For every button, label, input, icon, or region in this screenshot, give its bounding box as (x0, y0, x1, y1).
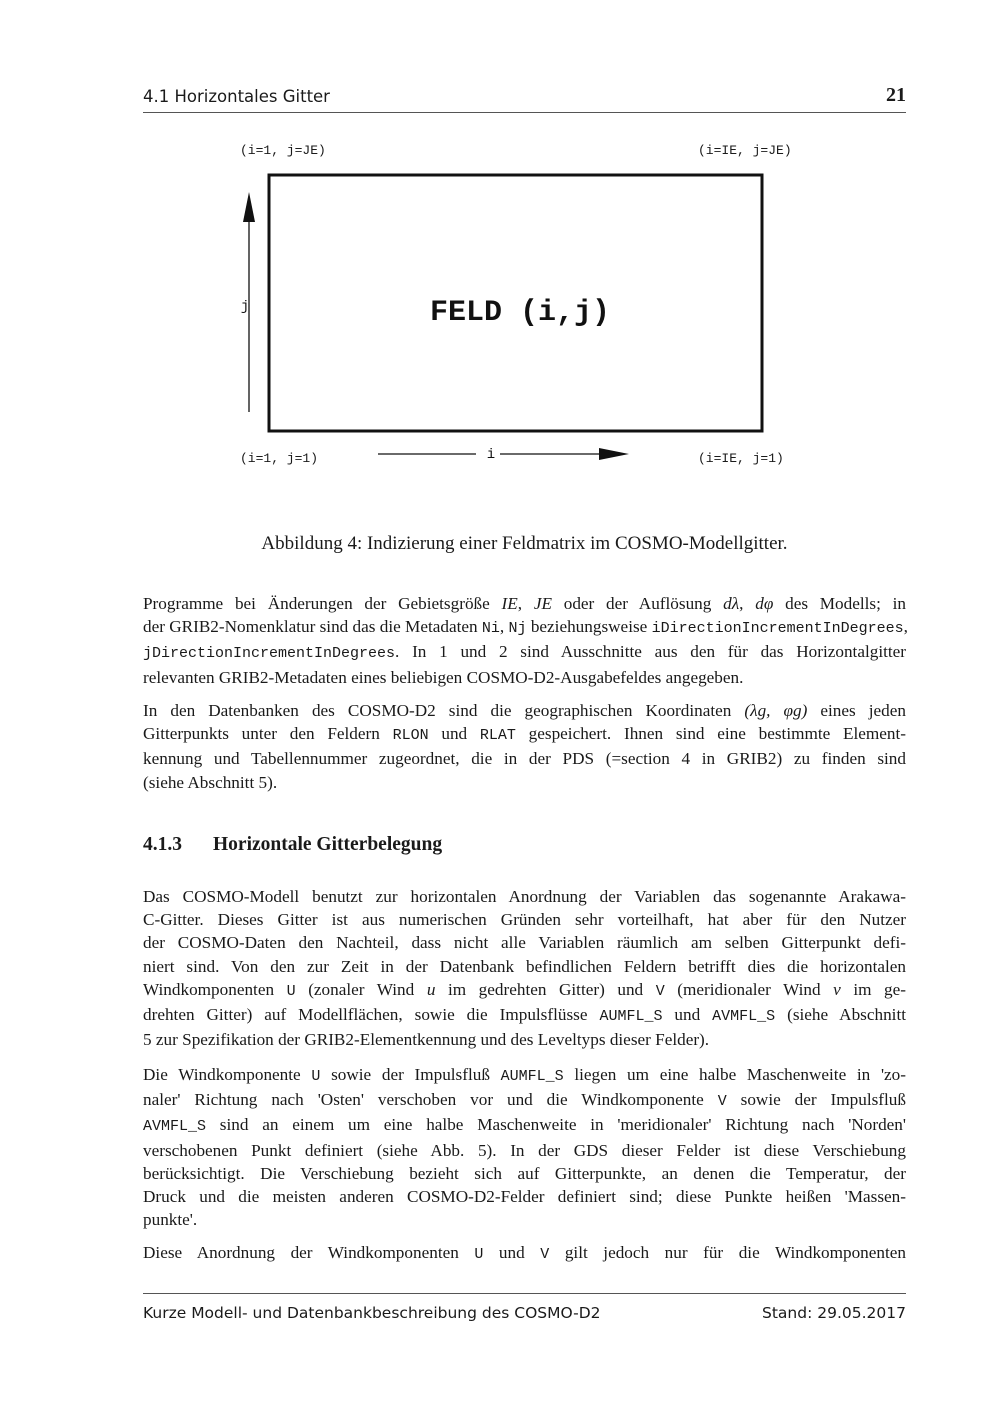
corner-label-top-right: (i=IE, j=JE) (698, 143, 792, 158)
subsection-number: 4.1.3 (143, 834, 182, 855)
code-ni: Ni (481, 620, 500, 638)
text-line: Diese Anordnung der Windkomponenten U und V gilt jedoch nur für die Windkomponenten (143, 1243, 906, 1263)
subsection-heading (143, 834, 442, 856)
field-label: FELD (i,j) (429, 296, 611, 330)
page-number: 21 (886, 84, 906, 106)
figure-graphic (0, 0, 1000, 520)
text-line: Programme bei Änderungen der Gebietsgröße IE, JE oder der Auflösung dλ, dφ des Modells; in (143, 594, 907, 613)
paragraph-grid-metadata (143, 592, 906, 689)
text-line: Das COSMO-Modell benutzt zur horizontalen Anordnung der Variablen das sogenannte Arakawa- (143, 887, 906, 906)
figure-caption: Abbildung 4: Indizierung einer Feldmatrix im COSMO-Modellgitter. (261, 533, 788, 554)
footer-document-title: Kurze Modell- und Datenbankbeschreibung des COSMO-D2 (143, 1304, 601, 1322)
subsection-title: Horizontale Gitterbelegung (213, 834, 443, 855)
paragraph-wind-shift (143, 1063, 906, 1231)
text-line: der GRIB2-Nomenklatur sind das die Metadaten Ni, Nj beziehungsweise iDirectionIncrementInDegrees, (143, 617, 908, 638)
text-line: Windkomponenten U (zonaler Wind u im gedrehten Gitter) und V (meridionaler Wind v im ge- (143, 979, 906, 1000)
code-rlon: RLON (392, 727, 429, 745)
page-footer (143, 1293, 906, 1334)
text-line: niert sind. Von den zur Zeit in der Datenbank befindlichen Feldern betrifft dies die horizontalen (143, 956, 906, 976)
text-line: 5 zur Spezifikation der GRIB2-Elementkennung und des Leveltyps dieser Felder). (143, 1030, 710, 1050)
text-line: drehten Gitter) auf Modellflächen, sowie die Impulsflüsse AUMFL_S und AVMFL_S (siehe Abschnitt (143, 1005, 906, 1026)
paragraph-wind-arrangement (143, 1241, 906, 1266)
code-nj: Nj (508, 620, 527, 638)
corner-label-bottom-right: (i=IE, j=1) (698, 451, 784, 466)
paragraph-geo-coordinates (143, 699, 906, 794)
text-line: naler' Richtung nach 'Osten' verschoben vor und die Windkomponente V sowie der Impulsfluß (143, 1090, 906, 1111)
text-line: berücksichtigt. Die Verschiebung bezieht sich auf Gitterpunkte, an denen die Temperatur, der (143, 1163, 906, 1183)
text-line: In den Datenbanken des COSMO-D2 sind die geographischen Koordinaten (λg, φg) eines jeden (143, 701, 906, 720)
code-idirection: iDirectionIncrementInDegrees (651, 620, 904, 638)
text-line: Gitterpunkts unter den Feldern RLON und RLAT gespeichert. Ihnen sind eine bestimmte Element- (143, 724, 906, 745)
code-rlat: RLAT (479, 727, 516, 745)
text-line: punkte'. (143, 1210, 198, 1230)
text-line: jDirectionIncrementInDegrees. In 1 und 2 sind Ausschnitte aus den für das Horizontalgitter (143, 642, 906, 663)
text-line: verschobenen Punkt definiert (siehe Abb. 5). In der GDS dieser Felder ist diese Verschiebung (143, 1140, 906, 1160)
text-line: relevanten GRIB2-Metadaten eines beliebigen COSMO-D2-Ausgabefeldes angegeben. (143, 667, 744, 687)
text-line: Druck und die meisten anderen COSMO-D2-Felder definiert sind; diese Punkte heißen 'Massen- (143, 1187, 906, 1207)
j-axis-arrowhead (243, 192, 255, 222)
running-section-title: 4.1 Horizontales Gitter (143, 87, 330, 106)
text-line: der COSMO-Daten den Nachteil, dass nicht alle Variablen räumlich am selben Gitterpunkt defi- (143, 933, 906, 953)
i-axis-label: i (486, 447, 496, 463)
j-axis-label: j (240, 299, 250, 315)
text-line: (siehe Abschnitt 5). (143, 772, 278, 792)
corner-label-bottom-left: (i=1, j=1) (240, 451, 319, 466)
text-line: AVMFL_S sind an einem um eine halbe Maschenweite in 'meridionaler' Richtung nach 'Norden' (143, 1115, 906, 1136)
text-line: C-Gitter. Dieses Gitter ist aus numerischen Gründen sehr vorteilhaft, hat aber für den Nutzer (143, 910, 906, 930)
corner-label-top-left: (i=1, j=JE) (240, 143, 326, 158)
text-line: Die Windkomponente U sowie der Impulsfluß AUMFL_S liegen um eine halbe Maschenweite in 'zo- (143, 1065, 906, 1085)
footer-date: Stand: 29.05.2017 (762, 1304, 906, 1322)
text-line: kennung und Tabellennummer zugeordnet, die in der PDS (=section 4 in GRIB2) zu finden sind (143, 749, 906, 769)
paragraph-arakawa-grid (143, 885, 906, 1051)
code-jdirection: jDirectionIncrementInDegrees (143, 645, 396, 663)
figure-field-matrix (0, 0, 1000, 520)
i-axis-arrowhead (599, 448, 629, 460)
